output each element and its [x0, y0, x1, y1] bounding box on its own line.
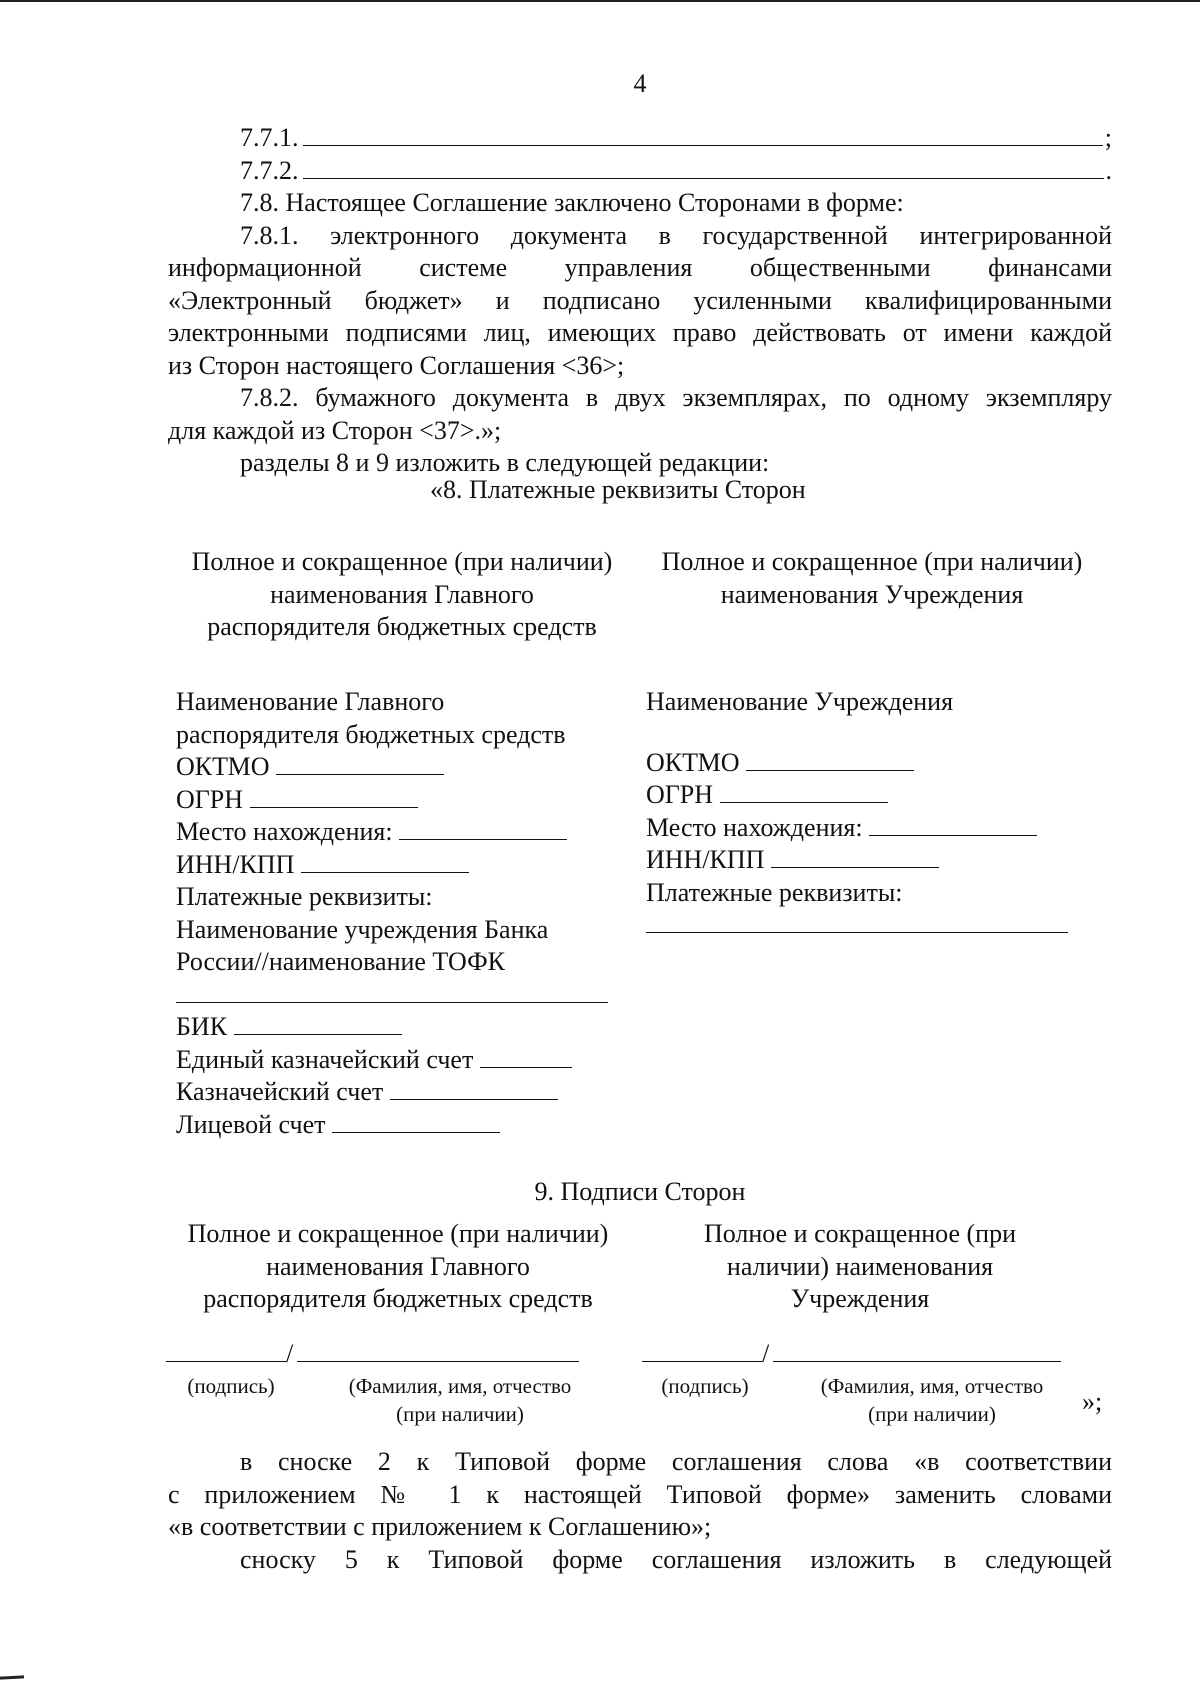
footnote-5-line: сноску 5 к Типовой форме соглашения изложить в следующей [240, 1544, 1112, 1574]
blank-line [301, 850, 469, 873]
left-name-line: Наименование Главного [176, 687, 445, 716]
title-line: распорядителя бюджетных средств [203, 1284, 593, 1313]
ogrn-label: ОГРН [176, 784, 244, 814]
treasury-account-label: Казначейский счет [176, 1077, 384, 1106]
bank-blank-line [176, 979, 616, 1012]
slash: / [286, 1339, 294, 1368]
location-label: Место нахождения: [176, 817, 393, 846]
title-line: наименования Учреждения [720, 579, 1024, 609]
blank-line [720, 780, 888, 803]
title-line: распорядителя бюджетных средств [207, 612, 597, 641]
treasury-account-field [176, 1076, 616, 1109]
single-treasury-account-label: Единый казначейский счет [176, 1044, 474, 1074]
section-8-right-details [646, 686, 1086, 942]
footnote-2-line: в сноске 2 к Типовой форме соглашения слова «в соответствии [240, 1447, 1112, 1476]
scan-top-border [0, 0, 1200, 2]
fio-caption-line: (Фамилия, имя, отчество [820, 1374, 1044, 1398]
blank-line [480, 1045, 572, 1068]
paragraph-7-8-1-line: 7.8.1. электронного документа в государственной интегрированной [240, 220, 1112, 250]
title-line: Полное и сокращенное (при наличии) [191, 547, 613, 576]
spacer [646, 719, 1086, 747]
signature-blank [642, 1339, 762, 1362]
ogrn-field [176, 784, 616, 817]
title-line: наличии) наименования [726, 1251, 994, 1281]
blank-line [771, 845, 939, 868]
right-sig-caption: (подпись) [661, 1374, 749, 1398]
paragraph-7-8-1-line: «Электронный бюджет» и подписано усиленными квалифицированными [168, 285, 1112, 315]
paragraph-7-8: 7.8. Настоящее Соглашение заключено Сторонами в форме: [240, 188, 904, 217]
single-treasury-account-field [176, 1044, 616, 1077]
bik-label: БИК [176, 1012, 228, 1041]
location-field [646, 812, 1086, 845]
blank-line [399, 817, 567, 840]
page-number: 4 [633, 69, 647, 98]
blank-line [390, 1077, 558, 1100]
paragraph-sections: разделы 8 и 9 изложить в следующей редакции: [240, 448, 770, 477]
section-8-right-title [642, 546, 1102, 611]
fio-caption-line: (при наличии) [396, 1402, 524, 1426]
scan-corner-mark [0, 1675, 24, 1679]
blank-line [176, 980, 608, 1003]
section-8-heading: «8. Платежные реквизиты Сторон [430, 475, 806, 504]
blank-line [332, 1110, 500, 1133]
item-end: ; [1104, 123, 1112, 152]
paragraph-7-8-1-line: электронными подписями лиц, имеющих право действовать от имени каждой [168, 318, 1112, 347]
final-paragraphs [168, 1446, 1112, 1576]
payment-blank-line [646, 909, 1086, 942]
section-9-left-title [168, 1218, 628, 1316]
body-text [168, 122, 1112, 480]
section-8-left-details [176, 686, 616, 1141]
item-end: . [1105, 155, 1112, 185]
title-line: наименования Главного [270, 579, 534, 609]
location-field [176, 816, 616, 849]
payment-details-label: Платежные реквизиты: [646, 877, 903, 907]
item-label: 7.7.2. [240, 155, 299, 185]
ogrn-label: ОГРН [646, 780, 714, 809]
blank-line [646, 910, 1068, 933]
blank-line [746, 748, 914, 771]
left-fio-caption [318, 1372, 602, 1428]
paragraph-7-8-1-line: информационной системе управления общественными финансами [168, 253, 1112, 282]
signature-blank [166, 1339, 286, 1362]
title-line: Полное и сокращенное (при [703, 1219, 1017, 1248]
closing-quote: »; [1082, 1387, 1103, 1416]
fio-blank [297, 1339, 579, 1362]
oktmo-label: ОКТМО [176, 752, 270, 781]
item-7-7-2 [168, 155, 1112, 188]
title-line: Учреждения [790, 1284, 930, 1313]
item-label: 7.7.1. [240, 123, 299, 152]
bank-name-line: России//наименование ТОФК [176, 947, 505, 976]
section-9-right-title [660, 1218, 1060, 1316]
right-name: Наименование Учреждения [646, 687, 954, 716]
personal-account-field [176, 1109, 616, 1142]
blank-line [250, 785, 418, 808]
left-name-line: распорядителя бюджетных средств [176, 719, 566, 749]
fio-blank [773, 1339, 1061, 1362]
footnote-2-line: с приложением № 1 к настоящей Типовой форме» заменить словами [168, 1479, 1112, 1509]
paragraph-7-8-2-line: для каждой из Сторон <37>.»; [168, 415, 502, 445]
title-line: наименования Главного [266, 1251, 530, 1281]
oktmo-label: ОКТМО [646, 747, 740, 777]
item-7-7-1 [168, 122, 1112, 155]
section-8-left-title [172, 546, 632, 644]
paragraph-7-8-1-line: из Сторон настоящего Соглашения <36>; [168, 350, 625, 380]
location-label: Место нахождения: [646, 812, 863, 842]
blank-line [303, 156, 1104, 179]
bik-field [176, 1011, 616, 1044]
inn-kpp-field [646, 844, 1086, 877]
right-signature-line [642, 1338, 1061, 1371]
personal-account-label: Лицевой счет [176, 1109, 326, 1139]
slash: / [762, 1339, 770, 1368]
title-line: Полное и сокращенное (при наличии) [187, 1219, 609, 1248]
blank-line [869, 813, 1037, 836]
bank-name-line: Наименование учреждения Банка [176, 914, 549, 944]
blank-line [234, 1012, 402, 1035]
title-line: Полное и сокращенное (при наличии) [661, 547, 1083, 576]
inn-kpp-label: ИНН/КПП [176, 849, 295, 879]
right-fio-caption [790, 1372, 1074, 1428]
inn-kpp-label: ИНН/КПП [646, 845, 765, 874]
fio-caption-line: (при наличии) [868, 1402, 996, 1426]
payment-details-label: Платежные реквизиты: [176, 882, 433, 911]
paragraph-7-8-2-line: 7.8.2. бумажного документа в двух экземплярах, по одному экземпляру [240, 383, 1112, 412]
blank-line [276, 752, 444, 775]
left-sig-caption: (подпись) [187, 1374, 275, 1398]
left-signature-line [166, 1338, 579, 1371]
ogrn-field [646, 779, 1086, 812]
footnote-2-line: «в соответствии с приложением к Соглашению»; [168, 1512, 712, 1541]
oktmo-field [646, 747, 1086, 780]
inn-kpp-field [176, 849, 616, 882]
oktmo-field [176, 751, 616, 784]
fio-caption-line: (Фамилия, имя, отчество [348, 1374, 572, 1398]
section-9-heading: 9. Подписи Сторон [534, 1177, 746, 1206]
blank-line [303, 123, 1103, 146]
